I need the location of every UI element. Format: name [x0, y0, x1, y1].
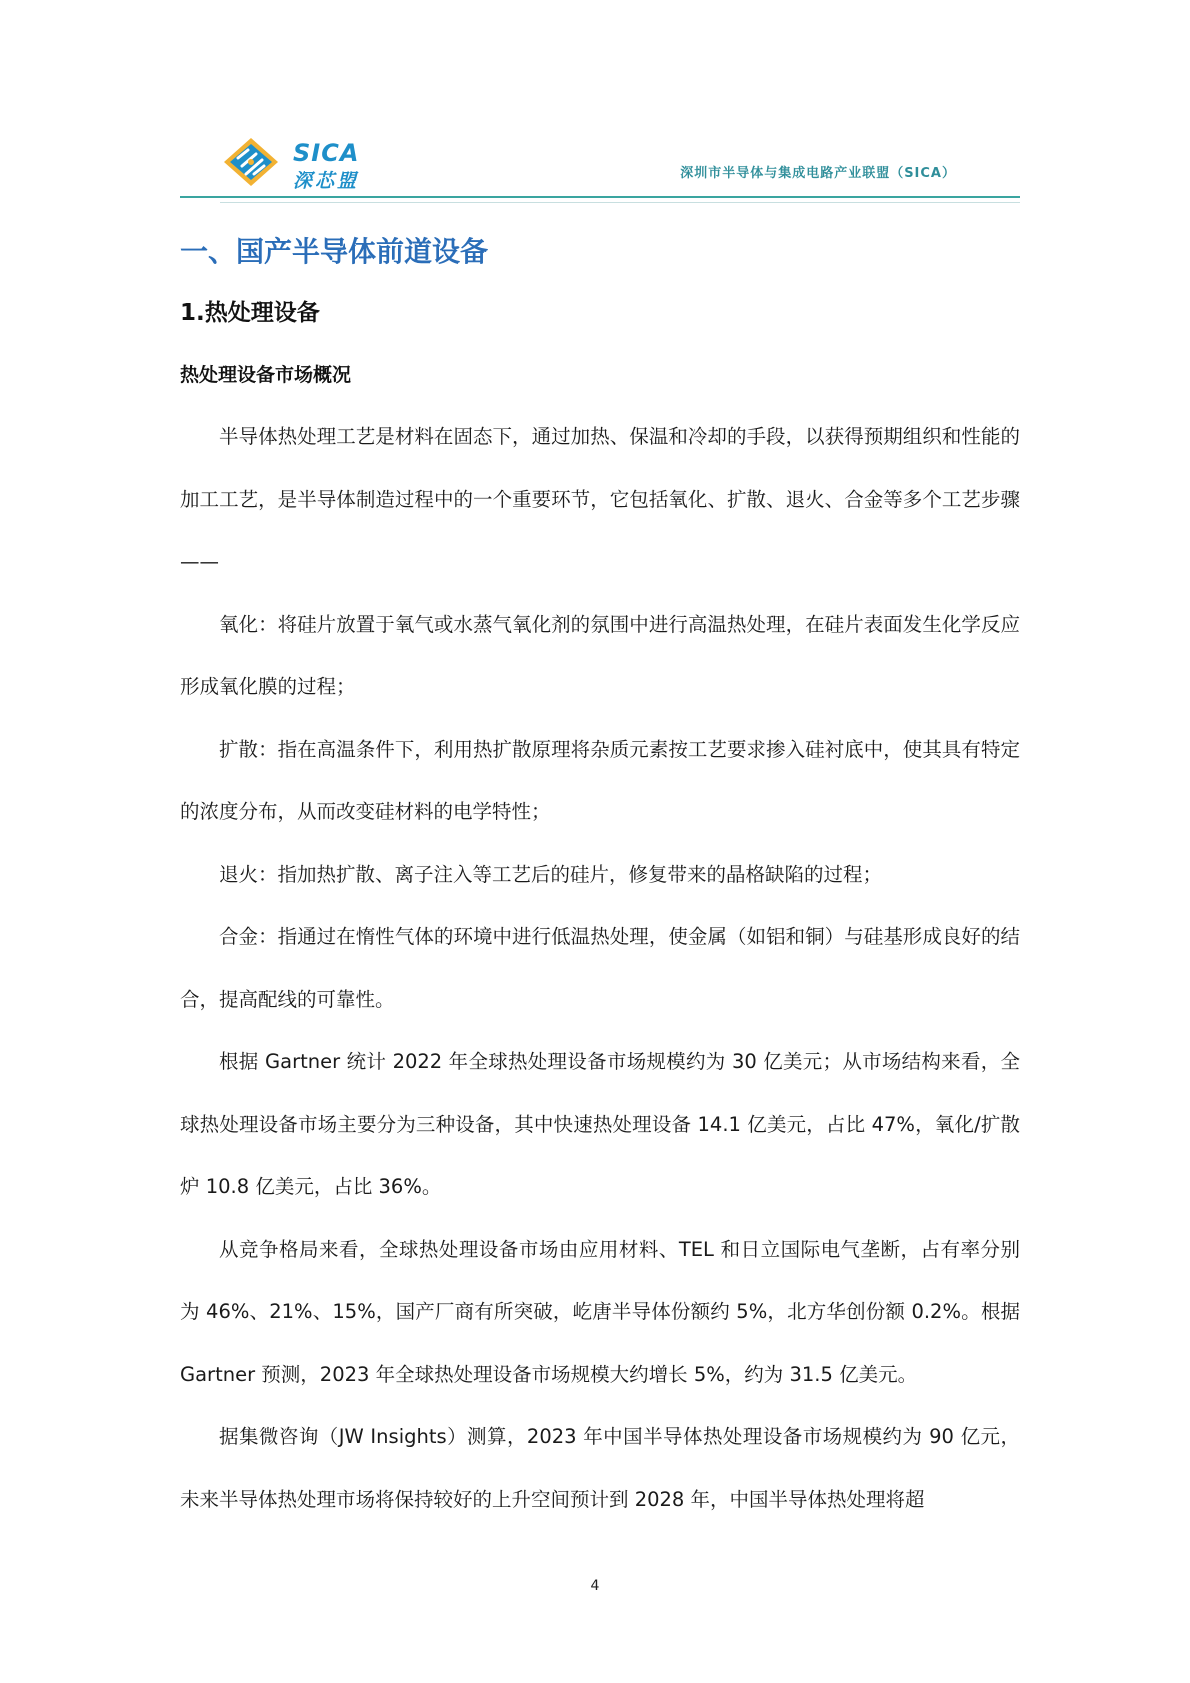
logo-text-cn: 深芯盟 — [293, 170, 360, 192]
header-divider-secondary — [220, 202, 1020, 203]
document-body — [180, 222, 1020, 1531]
paragraph-oxidation: 氧化：将硅片放置于氧气或水蒸气氧化剂的氛围中进行高温热处理，在硅片表面发生化学反应形成氧化膜的过程； — [180, 612, 1020, 698]
header-divider — [180, 196, 1020, 198]
subsection-title: 1.热处理设备 — [180, 300, 320, 326]
paragraph-market-size: 根据 Gartner 统计 2022 年全球热处理设备市场规模约为 30 亿美元；从市场结构来看，全球热处理设备市场主要分为三种设备，其中快速热处理设备 14.1 亿美元，占比 47%，氧化/扩散炉 10.8 亿美元，占比 36%。 — [180, 1050, 1020, 1198]
subheading: 热处理设备市场概况 — [180, 364, 352, 386]
paragraph-competition: 从竞争格局来看，全球热处理设备市场由应用材料、TEL 和日立国际电气垄断，占有率分别为 46%、21%、15%，国产厂商有所突破，屹唐半导体份额约 5%，北方华创份额 0.2%。根据 Gartner 预测，2023 年全球热处理设备市场规模大约增长 5%，约为 31.5 亿美元。 — [180, 1237, 1020, 1386]
paragraph-intro: 半导体热处理工艺是材料在固态下，通过加热、保温和冷却的手段，以获得预期组织和性能的加工工艺，是半导体制造过程中的一个重要环节，它包括氧化、扩散、退火、合金等多个工艺步骤—— — [180, 425, 1020, 573]
organization-name: 深圳市半导体与集成电路产业联盟（SICA） — [680, 166, 956, 181]
section-title: 一、国产半导体前道设备 — [180, 235, 489, 268]
paragraph-alloy: 合金：指通过在惰性气体的环境中进行低温热处理，使金属（如铝和铜）与硅基形成良好的结合，提高配线的可靠性。 — [180, 925, 1020, 1011]
page-number: 4 — [590, 1578, 600, 1594]
paragraph-annealing: 退火：指加热扩散、离子注入等工艺后的硅片，修复带来的晶格缺陷的过程； — [219, 862, 883, 886]
sica-logo-icon — [220, 136, 282, 188]
sica-logo — [220, 136, 360, 191]
logo-text-en: SICA — [293, 139, 360, 167]
page-header — [180, 128, 1020, 208]
paragraph-china-market: 据集微咨询（JW Insights）测算，2023 年中国半导体热处理设备市场规模约为 90 亿元，未来半导体热处理市场将保持较好的上升空间预计到 2028 年，中国半导体热处理将超 — [180, 1425, 1020, 1511]
paragraph-diffusion: 扩散：指在高温条件下，利用热扩散原理将杂质元素按工艺要求掺入硅衬底中，使其具有特定的浓度分布，从而改变硅材料的电学特性； — [180, 737, 1020, 823]
